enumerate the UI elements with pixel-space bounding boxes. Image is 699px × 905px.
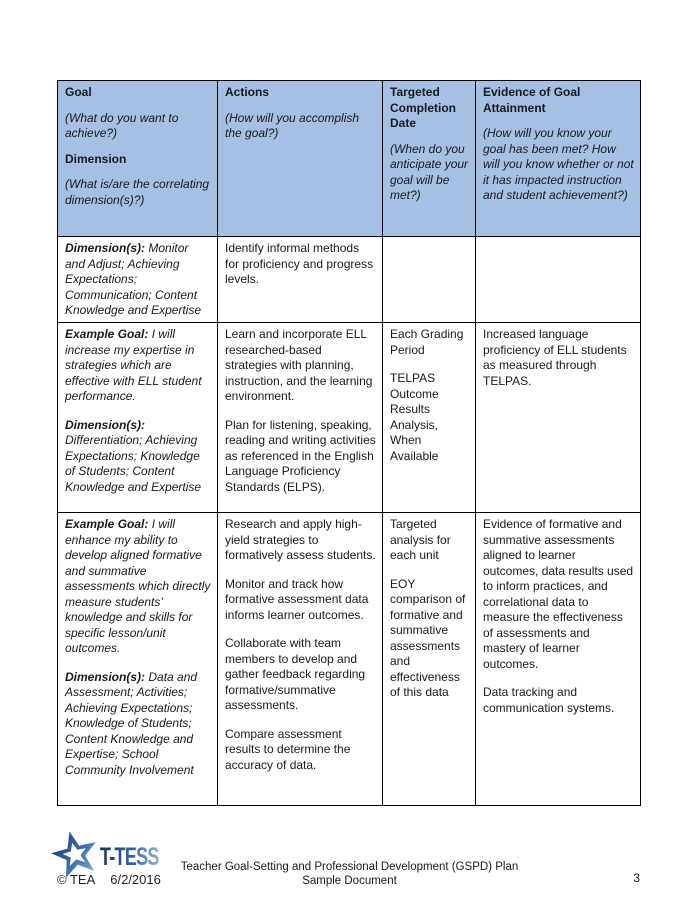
header-dimension-question: (What is/are the correlating dimension(s)?) [65, 177, 210, 207]
gspd-table [57, 80, 641, 806]
header-actions-question: (How will you accomplish the goal?) [225, 110, 360, 140]
dimension-text: Data and Assessment; Activities; Achieving Expectations; Knowledge of Students; Content Knowledge and Expertise; School Community Involvement [65, 669, 198, 777]
dimension-label: Dimension(s): [65, 417, 146, 432]
copyright-text: © TEA [57, 872, 96, 887]
action-paragraph: Collaborate with team members to develop and gather feedback regarding formative/summative assessments. [225, 636, 366, 712]
header-evidence-question: (How will you know your goal has been met? How will you know whether or not it has impacted instruction and student achievement?) [483, 126, 634, 202]
cell-goal [58, 323, 218, 513]
header-date [383, 81, 476, 237]
example-goal-label: Example Goal: [65, 327, 149, 341]
dimension-text: Differentiation; Achieving Expectations; Knowledge of Students; Content Knowledge and Expertise [65, 433, 202, 494]
cell-actions [218, 323, 383, 513]
dimension-label: Dimension(s): [65, 241, 146, 255]
document-subtitle: Sample Document [302, 874, 397, 887]
example-goal-text: I will enhance my ability to develop aligned formative and summative assessments which directly measure students’ knowledge and skills for specific lesson/unit outcomes. [65, 517, 211, 655]
cell-actions [218, 513, 383, 806]
header-row [58, 81, 641, 237]
cell-date [383, 237, 476, 323]
dimension-text: Monitor and Adjust; Achieving Expectations; Communication; Content Knowledge and Expertise [65, 241, 202, 317]
date-paragraph: EOY comparison of formative and summative assessments and effectiveness of this data [390, 576, 466, 699]
table-row [58, 323, 641, 513]
dimension-label: Dimension(s): [65, 669, 146, 684]
header-actions-title: Actions [225, 85, 270, 99]
cell-evidence [476, 513, 641, 806]
ttess-logo-text: T-TESS [100, 843, 159, 871]
date-paragraph: Targeted analysis for each unit [390, 517, 451, 562]
revision-date: 6/2/2016 [110, 872, 161, 887]
header-goal-question: (What do you want to achieve?) [65, 110, 179, 140]
evidence-paragraph: Evidence of formative and summative assessments aligned to learner outcomes, data results used to inform practices, and correlational data to measure the effectiveness of assessments and mastery of learner outcomes. [483, 517, 634, 671]
document-title: Teacher Goal-Setting and Professional Development (GSPD) Plan [180, 861, 519, 873]
header-evidence-title: Evidence of Goal Attainment [483, 85, 581, 115]
header-evidence [476, 81, 641, 237]
example-goal-text: I will increase my expertise in strategies which are effective with ELL student performance. [65, 327, 202, 403]
page-number: 3 [633, 871, 640, 885]
cell-evidence [476, 237, 641, 323]
date-paragraph: Each Grading Period [390, 327, 464, 357]
evidence-paragraph: Data tracking and communication systems. [483, 685, 615, 715]
cell-evidence [476, 323, 641, 513]
evidence-paragraph: Increased language proficiency of ELL students as measured through TELPAS. [483, 327, 627, 388]
cell-actions [218, 237, 383, 323]
cell-date [383, 323, 476, 513]
header-date-title: Targeted Completion Date [390, 85, 456, 130]
header-goal [58, 81, 218, 237]
action-paragraph: Monitor and track how formative assessment data informs learner outcomes. [225, 576, 369, 622]
cell-date [383, 513, 476, 806]
action-paragraph: Identify informal methods for proficiency and progress levels. [225, 241, 374, 286]
header-dimension-title: Dimension [65, 151, 127, 166]
action-paragraph: Research and apply high-yield strategies to formatively assess students. [225, 517, 376, 562]
cell-goal [58, 513, 218, 806]
example-goal-label: Example Goal: [65, 517, 149, 531]
table-row [58, 513, 641, 806]
table-row [58, 237, 641, 323]
action-paragraph: Plan for listening, speaking, reading and writing activities as referenced in the English Language Proficiency Standards (ELPS). [225, 417, 376, 494]
header-goal-title: Goal [65, 85, 92, 99]
action-paragraph: Compare assessment results to determine the accuracy of data. [225, 726, 351, 772]
header-date-question: (When do you anticipate your goal will be met?) [390, 141, 469, 202]
date-paragraph: TELPAS Outcome Results Analysis, When Available [390, 371, 439, 463]
cell-goal [58, 237, 218, 323]
header-actions [218, 81, 383, 237]
action-paragraph: Learn and incorporate ELL researched-based strategies with planning, instruction, and the learning environment. [225, 327, 373, 403]
